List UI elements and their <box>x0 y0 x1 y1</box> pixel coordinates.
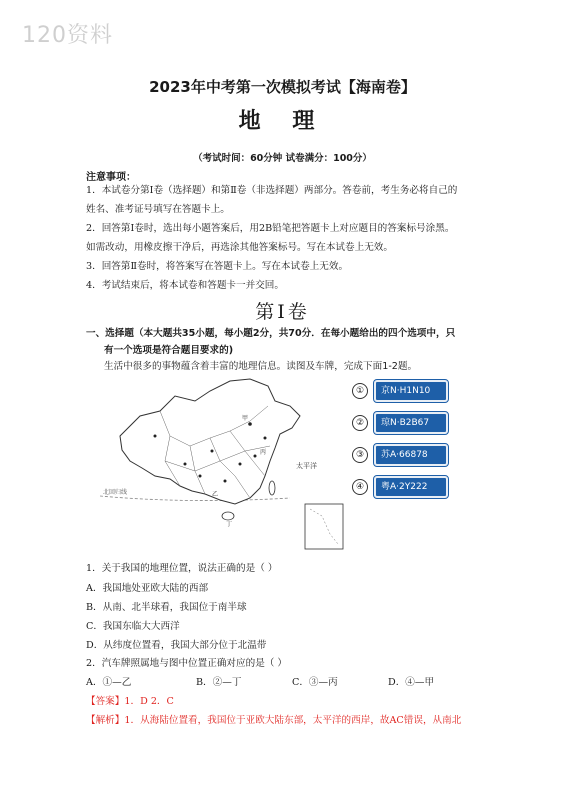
notice-line: 2．回答第Ⅰ卷时，选出每小题答案后，用2B铅笔把答题卡上对应题目的答案标号涂黑。 <box>86 223 455 234</box>
exam-time-info: （考试时间：60分钟 试卷满分：100分） <box>193 153 372 164</box>
license-plate: 粤A·2Y222 <box>374 476 448 498</box>
question-1-stem: 1．关于我国的地理位置，说法正确的是（ ） <box>86 563 278 574</box>
map-letter: 丁 <box>226 521 233 528</box>
ocean-label: 太平洋 <box>296 462 317 470</box>
plate-marker: ③ <box>352 447 368 463</box>
question-1-option: B．从南、北半球看，我国位于南半球 <box>86 602 247 613</box>
notice-line: 如需改动，用橡皮擦干净后，再选涂其他答案标号。写在本试卷上无效。 <box>86 242 393 253</box>
question-intro: 生活中很多的事物蕴含着丰富的地理信息。读图及车牌，完成下面1-2题。 <box>104 361 418 372</box>
notice-line: 1．本试卷分第Ⅰ卷（选择题）和第Ⅱ卷（非选择题）两部分。答卷前，考生务必将自己的 <box>86 185 458 196</box>
answer-line: 【答案】1．D 2．C <box>86 696 174 707</box>
notice-line: 3．回答第Ⅱ卷时，将答案写在答题卡上。写在本试卷上无效。 <box>86 261 349 272</box>
plate-row <box>352 476 452 500</box>
plate-marker: ④ <box>352 479 368 495</box>
plate-row <box>352 412 452 436</box>
question-1-option: A．我国地处亚欧大陆的西部 <box>86 583 209 594</box>
question-2-option: D．④—甲 <box>388 677 435 688</box>
notice-heading: 注意事项： <box>86 172 136 183</box>
section-heading-cont: 有一个选项是符合题目要求的) <box>104 345 234 356</box>
watermark: 120资料 <box>22 23 113 48</box>
section-heading: 一、选择题（本大题共35小题，每小题2分，共70分．在每小题给出的四个选项中，只 <box>86 328 456 339</box>
map-letter: 丙 <box>260 449 267 456</box>
plate-row <box>352 380 452 404</box>
volume-title: 第Ⅰ卷 <box>255 301 310 323</box>
notice-line: 姓名、准考证号填写在答题卡上。 <box>86 204 230 215</box>
plate-marker: ① <box>352 383 368 399</box>
analysis-line: 【解析】1．从海陆位置看，我国位于亚欧大陆东部，太平洋的西岸，故AC错误，从南北 <box>86 715 462 726</box>
notice-line: 4．考试结束后，将本试卷和答题卡一并交回。 <box>86 280 284 291</box>
question-1-option: D．从纬度位置看，我国大部分位于北温带 <box>86 640 267 651</box>
license-plate: 琼N·B2B67 <box>374 412 448 434</box>
map-letter: 乙 <box>212 491 219 498</box>
question-2-option: B．②—丁 <box>196 677 242 688</box>
subject-title: 地 理 <box>238 108 327 134</box>
question-2-option: C．③—丙 <box>292 677 338 688</box>
question-2-stem: 2．汽车牌照属地与图中位置正确对应的是（ ） <box>86 658 288 669</box>
license-plate: 京N·H1N10 <box>374 380 448 402</box>
page-title: 2023年中考第一次模拟考试【海南卷】 <box>149 78 416 96</box>
plate-marker: ② <box>352 415 368 431</box>
question-2-option: A．①—乙 <box>86 677 132 688</box>
china-map-figure <box>100 376 345 551</box>
plate-row <box>352 444 452 468</box>
tropic-label: 北回归线 <box>103 489 128 496</box>
map-letter: 甲 <box>242 415 249 422</box>
question-1-option: C．我国东临大大西洋 <box>86 621 180 632</box>
license-plate-list <box>352 380 452 500</box>
license-plate: 苏A·66878 <box>374 444 448 466</box>
